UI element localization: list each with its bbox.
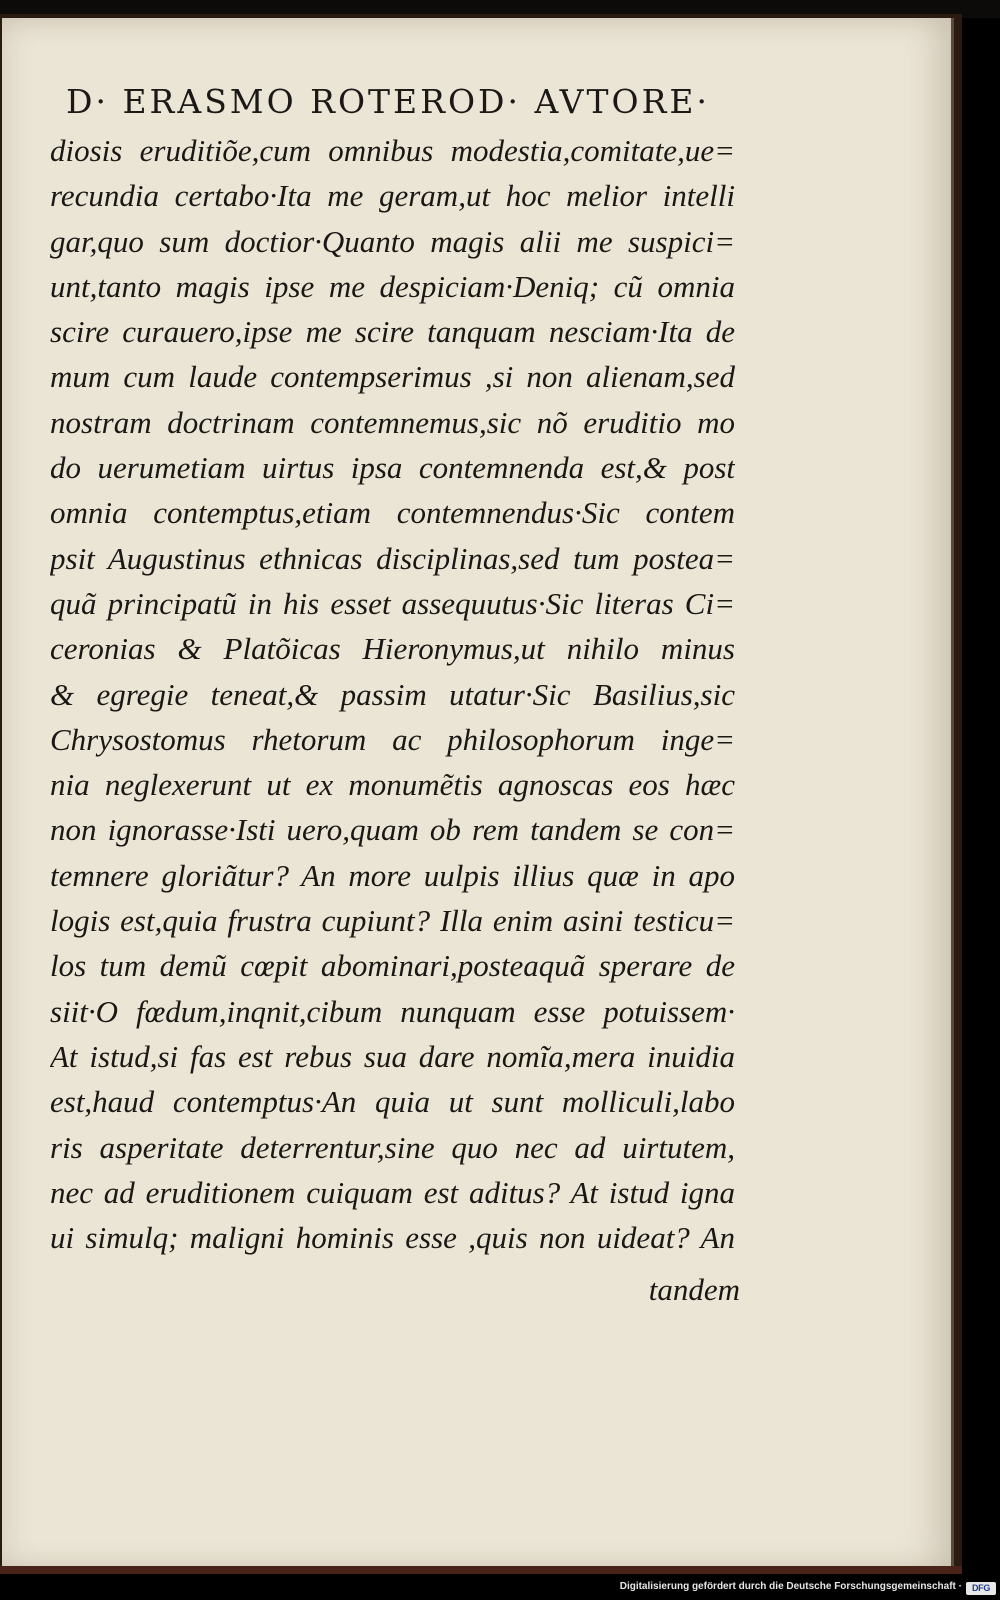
text-line: unt,tanto magis ipse me despiciam·Deniq; cũ omnia [50,268,735,304]
text-line: nia neglexerunt ut ex monumẽtis agnoscas eos hæc [50,767,735,803]
book-page-bottom-edge [0,1566,962,1574]
text-line: mum cum laude contempserimus ,si non alienam,sed [50,359,735,395]
text-line: gar,quo sum doctior·Quanto magis alii me suspici= [50,223,735,259]
text-line: & egregie teneat,& passim utatur·Sic Basilius,sic [50,676,735,712]
text-line: logis est,quia frustra cupiunt? Illa enim asini testicu= [50,903,735,939]
text-line: nec ad eruditionem cuiquam est aditus? At istud igna [50,1174,735,1210]
text-line: psit Augustinus ethnicas disciplinas,sed tum postea= [50,540,735,576]
text-line: ris asperitate deterrentur,sine quo nec ad uirtutem, [50,1129,735,1165]
text-line: los tum demũ cœpit abominari,posteaquã sperare de [50,948,735,984]
text-line: scire curauero,ipse me scire tanquam nesciam·Ita de [50,314,735,350]
funding-credit: Digitalisierung gefördert durch die Deutsche Forschungsgemeinschaft · [619,1581,962,1592]
dfg-logo-icon: DFG [966,1582,996,1595]
text-line: nostram doctrinam contemnemus,sic nõ eruditio mo [50,404,735,440]
text-line: siit·O fœdum,inqnit,cibum nunquam esse potuissem· [50,993,735,1029]
text-line: do uerumetiam uirtus ipsa contemnenda est,& post [50,450,735,486]
catchword: tandem [648,1272,740,1307]
text-line: quã principatũ in his esset assequutus·Sic literas Ci= [50,585,735,621]
text-line: recundia certabo·Ita me geram,ut hoc melior intelli [50,178,735,214]
text-line: est,haud contemptus·An quia ut sunt molliculi,labo [50,1084,735,1120]
text-line: non ignorasse·Isti uero,quam ob rem tandem se con= [50,812,735,848]
text-line: omnia contemptus,etiam contemnendus·Sic contem [50,495,735,531]
text-line: ceronias & Platõicas Hieronymus,ut nihilo minus [50,631,735,667]
text-line: ui simulq; maligni hominis esse ,quis non uideat? An [50,1220,735,1256]
text-line: diosis eruditiõe,cum omnibus modestia,comitate,ue= [50,133,735,168]
running-head: D· ERASMO ROTEROD· AVTORE· [66,82,710,121]
text-line: temnere gloriãtur? An more uulpis illius quæ in apo [50,857,735,893]
text-line: Chrysostomus rhetorum ac philosophorum inge= [50,721,735,757]
text-line: At istud,si fas est rebus sua dare nomĩa,mera inuidia [50,1038,735,1074]
body-text [50,128,735,1260]
